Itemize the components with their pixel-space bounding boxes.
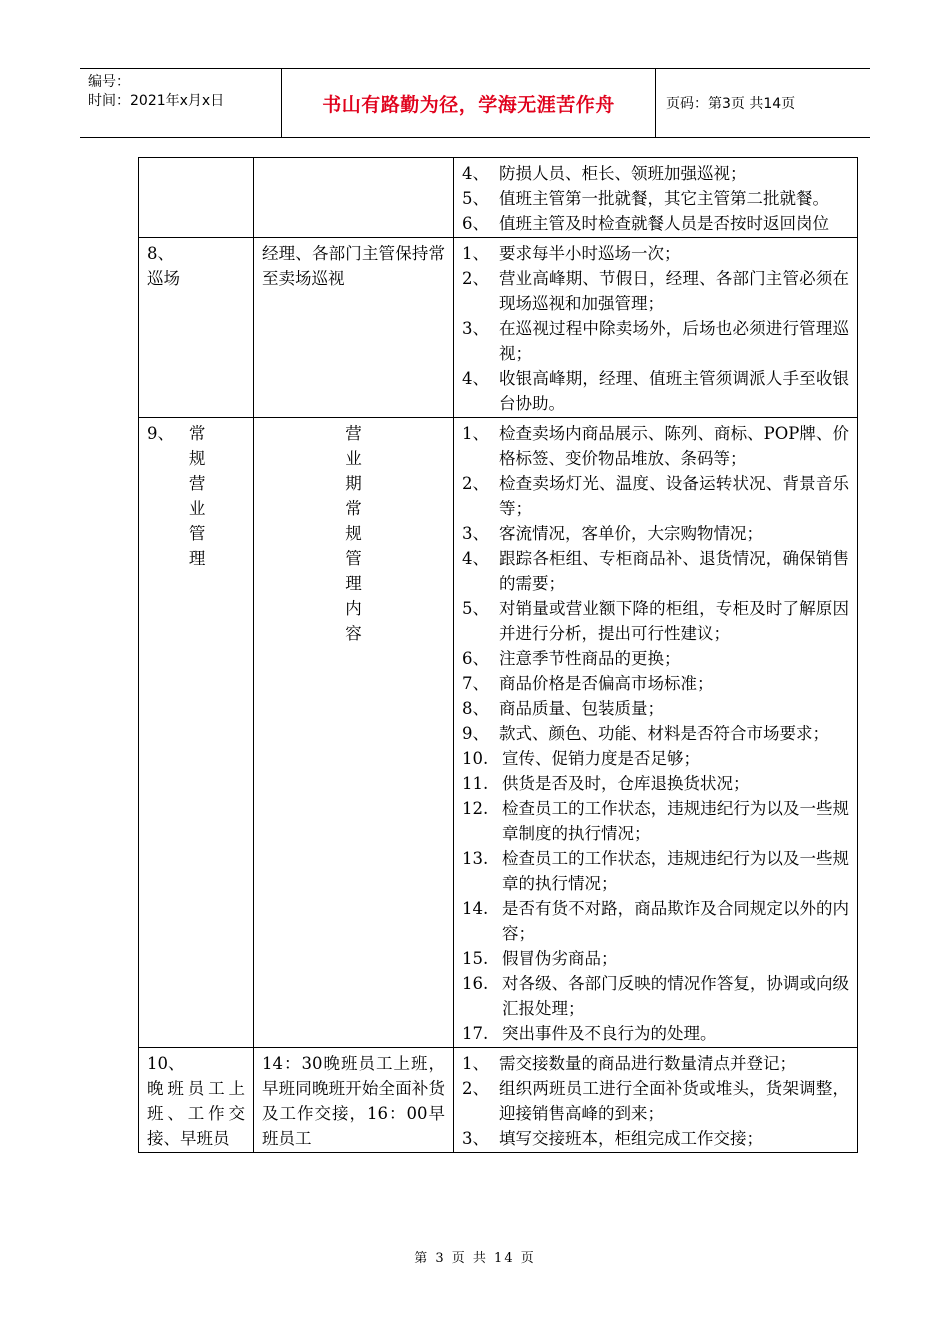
list-item — [462, 546, 849, 596]
item-number: 10. — [462, 749, 489, 768]
requirements-cell — [454, 238, 858, 418]
list-item — [462, 1076, 849, 1126]
step-title: 巡场 — [147, 269, 180, 288]
list-item — [462, 211, 849, 236]
item-number: 17. — [462, 1024, 489, 1043]
list-item — [462, 471, 849, 521]
table-row — [139, 418, 858, 1048]
list-item — [462, 186, 849, 211]
description-char: 容 — [345, 624, 362, 643]
item-number: 1、 — [462, 244, 489, 263]
item-number: 4、 — [462, 164, 489, 183]
item-text: 客流情况，客单价，大宗购物情况； — [499, 524, 763, 543]
table-row — [139, 238, 858, 418]
step-number: 10、 — [147, 1054, 185, 1073]
list-item — [462, 796, 849, 846]
item-text: 防损人员、柜长、领班加强巡视； — [499, 164, 747, 183]
step-cell — [139, 238, 254, 418]
list-item — [462, 846, 849, 896]
header-meta — [80, 69, 282, 137]
item-text: 商品质量、包装质量； — [499, 699, 664, 718]
step-number: 8、 — [147, 244, 174, 263]
step-title-char: 营 — [188, 474, 206, 493]
step-title: 晚班员工上班、工作交接、早班员 — [147, 1079, 245, 1148]
list-item — [462, 1021, 849, 1046]
step-title-char: 规 — [188, 449, 206, 468]
list-item — [462, 366, 849, 416]
item-text: 是否有货不对路，商品欺诈及合同规定以外的内容； — [502, 899, 849, 943]
item-text: 宣传、促销力度是否足够； — [502, 749, 700, 768]
item-number: 8、 — [462, 699, 489, 718]
item-number: 3、 — [462, 524, 489, 543]
list-item — [462, 771, 849, 796]
item-text: 组织两班员工进行全面补货或堆头，货架调整，迎接销售高峰的到来； — [499, 1079, 849, 1123]
list-item — [462, 671, 849, 696]
step-number: 9、 — [147, 424, 174, 443]
description-char: 业 — [345, 449, 362, 468]
item-text: 对销量或营业额下降的柜组，专柜及时了解原因并进行分析，提出可行性建议； — [499, 599, 849, 643]
step-title-char: 管 — [188, 524, 206, 543]
procedure-table — [138, 157, 858, 1153]
list-item — [462, 266, 849, 316]
item-text: 商品价格是否偏高市场标准； — [499, 674, 714, 693]
item-number: 1、 — [462, 1054, 489, 1073]
step-title-char: 理 — [188, 549, 206, 568]
description-text — [344, 421, 362, 646]
item-number: 2、 — [462, 1079, 489, 1098]
description-char: 规 — [345, 524, 362, 543]
description-cell — [254, 1048, 454, 1153]
list-item — [462, 241, 849, 266]
item-text: 值班主管及时检查就餐人员是否按时返回岗位 — [499, 214, 829, 233]
step-cell — [139, 1048, 254, 1153]
requirements-cell — [454, 158, 858, 238]
item-text: 款式、颜色、功能、材料是否符合市场要求； — [499, 724, 829, 743]
description-cell — [254, 158, 454, 238]
item-text: 填写交接班本，柜组完成工作交接； — [499, 1129, 763, 1148]
item-number: 5、 — [462, 189, 489, 208]
list-item — [462, 161, 849, 186]
item-number: 11. — [462, 774, 489, 793]
table-row — [139, 1048, 858, 1153]
item-text: 需交接数量的商品进行数量清点并登记； — [499, 1054, 796, 1073]
description-cell — [254, 238, 454, 418]
item-text: 检查卖场灯光、温度、设备运转状况、背景音乐等； — [499, 474, 849, 518]
item-text: 检查员工的工作状态，违规违纪行为以及一些规章制度的执行情况； — [502, 799, 849, 843]
list-item — [462, 646, 849, 671]
number-label: 编号： — [88, 74, 130, 90]
step-title-char: 常 — [188, 424, 206, 443]
item-text: 营业高峰期、节假日，经理、各部门主管必须在现场巡视和加强管理； — [499, 269, 849, 313]
item-number: 6、 — [462, 649, 489, 668]
header-page-label: 页码：第3页 共14页 — [666, 96, 796, 112]
item-number: 16. — [462, 974, 489, 993]
item-text: 在巡视过程中除卖场外，后场也必须进行管理巡视； — [499, 319, 849, 363]
item-number: 9、 — [462, 724, 489, 743]
item-number: 13. — [462, 849, 489, 868]
item-number: 7、 — [462, 674, 489, 693]
item-text: 值班主管第一批就餐，其它主管第二批就餐。 — [499, 189, 829, 208]
description-char: 营 — [345, 424, 362, 443]
requirements-cell — [454, 1048, 858, 1153]
item-number: 3、 — [462, 1129, 489, 1148]
item-number: 5、 — [462, 599, 489, 618]
requirements-cell — [454, 418, 858, 1048]
list-item — [462, 946, 849, 971]
list-item — [462, 1051, 849, 1076]
item-text: 要求每半小时巡场一次； — [499, 244, 681, 263]
description-char: 理 — [345, 574, 362, 593]
item-text: 收银高峰期，经理、值班主管须调派人手至收银台协助。 — [499, 369, 849, 413]
item-number: 4、 — [462, 369, 489, 388]
item-text: 对各级、各部门反映的情况作答复，协调或向级汇报处理； — [502, 974, 849, 1018]
item-text: 假冒伪劣商品； — [502, 949, 618, 968]
list-item — [462, 316, 849, 366]
step-title-char: 业 — [188, 499, 206, 518]
item-text: 检查员工的工作状态，违规违纪行为以及一些规章的执行情况； — [502, 849, 849, 893]
time-label: 时间：2021年x月x日 — [88, 93, 225, 109]
page-header — [80, 68, 870, 138]
item-text: 供货是否及时，仓库退换货状况； — [502, 774, 750, 793]
description-char: 内 — [345, 599, 362, 618]
list-item — [462, 596, 849, 646]
description-text: 经理、各部门主管保持常至卖场巡视 — [262, 244, 445, 288]
item-number: 6、 — [462, 214, 489, 233]
item-number: 4、 — [462, 549, 489, 568]
item-number: 14. — [462, 899, 489, 918]
item-text: 突出事件及不良行为的处理。 — [502, 1024, 717, 1043]
description-cell — [254, 418, 454, 1048]
page-footer: 第 3 页 共 14 页 — [414, 1251, 536, 1266]
step-cell — [139, 158, 254, 238]
description-char: 常 — [345, 499, 362, 518]
item-number: 3、 — [462, 319, 489, 338]
item-number: 12. — [462, 799, 489, 818]
description-char: 期 — [345, 474, 362, 493]
list-item — [462, 1126, 849, 1151]
description-text: 14：30晚班员工上班，早班同晚班开始全面补货及工作交接，16：00早班员工 — [262, 1054, 445, 1148]
description-char: 管 — [345, 549, 362, 568]
item-number: 1、 — [462, 424, 489, 443]
list-item — [462, 896, 849, 946]
item-text: 检查卖场内商品展示、陈列、商标、POP牌、价格标签、变价物品堆放、条码等； — [499, 424, 849, 468]
item-text: 跟踪各柜组、专柜商品补、退货情况，确保销售的需要； — [499, 549, 849, 593]
step-title — [188, 421, 206, 571]
list-item — [462, 971, 849, 1021]
table-row — [139, 158, 858, 238]
header-motto: 书山有路勤为径，学海无涯苦作舟 — [282, 69, 656, 137]
item-text: 注意季节性商品的更换； — [499, 649, 681, 668]
item-number: 2、 — [462, 269, 489, 288]
step-cell — [139, 418, 254, 1048]
list-item — [462, 421, 849, 471]
step-label — [147, 421, 245, 571]
item-number: 2、 — [462, 474, 489, 493]
list-item — [462, 746, 849, 771]
item-number: 15. — [462, 949, 489, 968]
list-item — [462, 696, 849, 721]
list-item — [462, 721, 849, 746]
list-item — [462, 521, 849, 546]
